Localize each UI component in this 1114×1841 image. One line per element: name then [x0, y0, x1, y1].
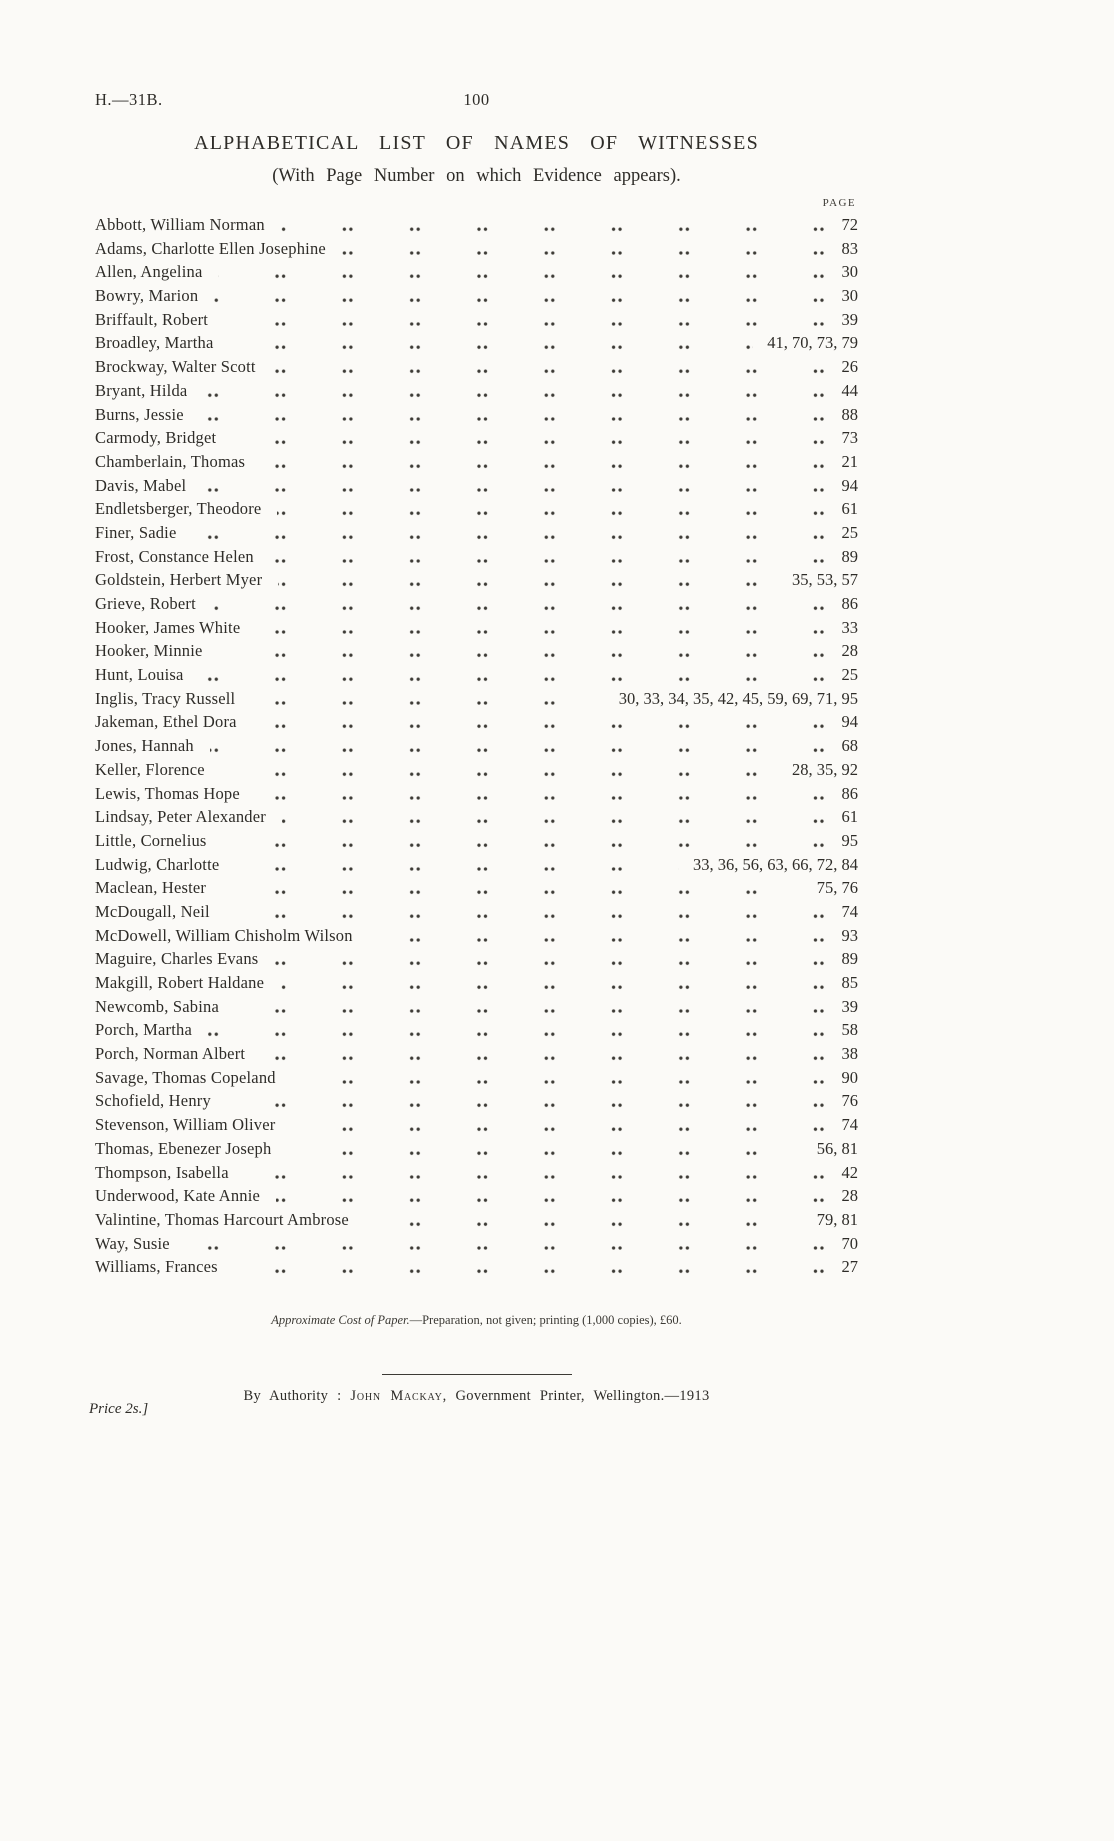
- table-row: [95, 853, 858, 877]
- cost-note: [95, 1313, 858, 1328]
- witness-name: Williams, Frances: [95, 1255, 234, 1279]
- witness-pages: 30, 33, 34, 35, 42, 45, 59, 69, 71, 95: [605, 687, 858, 711]
- table-row: [95, 971, 858, 995]
- witness-pages: 28: [828, 1184, 859, 1208]
- authority-suffix: , Government Printer, Wellington.—1913: [442, 1388, 710, 1404]
- witness-name: Goldstein, Herbert Myer: [95, 568, 278, 592]
- witness-pages: 30: [828, 284, 859, 308]
- witness-name: Underwood, Kate Annie: [95, 1184, 276, 1208]
- table-row: [95, 782, 858, 806]
- witness-pages: 44: [828, 379, 859, 403]
- witness-pages: 21: [828, 450, 859, 474]
- table-row: [95, 734, 858, 758]
- witness-pages: 74: [828, 900, 859, 924]
- witness-pages: 95: [828, 829, 859, 853]
- table-row: [95, 1089, 858, 1113]
- table-row: [95, 1255, 858, 1279]
- witness-name: McDougall, Neil: [95, 900, 226, 924]
- authority-prefix: By Authority :: [243, 1388, 351, 1404]
- witness-pages: 56, 81: [803, 1137, 858, 1161]
- table-row: [95, 545, 858, 569]
- witness-name: Endletsberger, Theodore: [95, 497, 277, 521]
- witness-pages: 79, 81: [803, 1208, 858, 1232]
- table-row: [95, 924, 858, 948]
- witness-name: Briffault, Robert: [95, 308, 224, 332]
- witness-pages: 28: [828, 639, 859, 663]
- table-row: [95, 900, 858, 924]
- table-row: [95, 355, 858, 379]
- footer-divider: [382, 1374, 572, 1375]
- witness-name: Little, Cornelius: [95, 829, 223, 853]
- table-row: [95, 426, 858, 450]
- table-row: [95, 568, 858, 592]
- witness-pages: 35, 53, 57: [778, 568, 858, 592]
- table-row: [95, 308, 858, 332]
- table-row: [95, 403, 858, 427]
- table-row: [95, 995, 858, 1019]
- content-area: [89, 0, 858, 1841]
- table-row: [95, 260, 858, 284]
- witness-name: Valintine, Thomas Harcourt Ambrose: [95, 1208, 365, 1232]
- witness-name: Carmody, Bridget: [95, 426, 232, 450]
- witness-pages: 86: [828, 782, 859, 806]
- witness-pages: 74: [828, 1113, 859, 1137]
- table-row: [95, 616, 858, 640]
- witness-pages: 58: [828, 1018, 859, 1042]
- witness-pages: 94: [828, 710, 859, 734]
- witness-pages: 94: [828, 474, 859, 498]
- witness-name: Makgill, Robert Haldane: [95, 971, 280, 995]
- witness-pages: 26: [828, 355, 859, 379]
- witness-pages: 75, 76: [803, 876, 858, 900]
- table-row: [95, 1161, 858, 1185]
- witness-pages: 27: [828, 1255, 859, 1279]
- witness-pages: 72: [828, 213, 859, 237]
- witness-name: Jones, Hannah: [95, 734, 210, 758]
- witness-name: Bryant, Hilda: [95, 379, 203, 403]
- witness-pages: 89: [828, 947, 859, 971]
- witness-pages: 89: [828, 545, 859, 569]
- table-row: [95, 758, 858, 782]
- witness-name: Stevenson, William Oliver: [95, 1113, 291, 1137]
- witness-pages: 39: [828, 995, 859, 1019]
- witness-pages: 33, 36, 56, 63, 66, 72, 84: [679, 853, 858, 877]
- witness-name: Newcomb, Sabina: [95, 995, 235, 1019]
- table-row: [95, 663, 858, 687]
- witness-pages: 25: [828, 521, 859, 545]
- price-label: Price 2s.]: [89, 1401, 149, 1417]
- table-row: [95, 331, 858, 355]
- page-header: [95, 90, 858, 114]
- cost-note-italic: Approximate Cost of Paper.: [271, 1313, 410, 1327]
- page-column-label: PAGE: [822, 197, 856, 209]
- witness-pages: 38: [828, 1042, 859, 1066]
- table-row: [95, 474, 858, 498]
- witness-name: Thomas, Ebenezer Joseph: [95, 1137, 287, 1161]
- table-row: [95, 1113, 858, 1137]
- table-row: [95, 1208, 858, 1232]
- table-row: [95, 1137, 858, 1161]
- table-row: [95, 592, 858, 616]
- witness-name: Chamberlain, Thomas: [95, 450, 261, 474]
- witness-name: Savage, Thomas Copeland: [95, 1066, 292, 1090]
- witness-pages: 73: [828, 426, 859, 450]
- witness-name: Broadley, Martha: [95, 331, 230, 355]
- witness-name: Davis, Mabel: [95, 474, 202, 498]
- witness-name: Porch, Martha: [95, 1018, 208, 1042]
- witness-name: Schofield, Henry: [95, 1089, 227, 1113]
- witness-name: Hunt, Louisa: [95, 663, 200, 687]
- witness-pages: 28, 35, 92: [778, 758, 858, 782]
- witness-pages: 90: [828, 1066, 859, 1090]
- witness-pages: 68: [828, 734, 859, 758]
- witness-name: Burns, Jessie: [95, 403, 200, 427]
- table-row: [95, 379, 858, 403]
- witness-name: McDowell, William Chisholm Wilson: [95, 924, 369, 948]
- witness-name: Grieve, Robert: [95, 592, 212, 616]
- witness-list: [95, 213, 858, 1279]
- witness-name: Inglis, Tracy Russell: [95, 687, 251, 711]
- report-number: H.—31B.: [95, 90, 163, 109]
- witness-pages: 86: [828, 592, 859, 616]
- table-row: [95, 639, 858, 663]
- witness-name: Bowry, Marion: [95, 284, 214, 308]
- witness-name: Finer, Sadie: [95, 521, 192, 545]
- witness-pages: 61: [828, 805, 859, 829]
- witness-name: Maguire, Charles Evans: [95, 947, 274, 971]
- table-row: [95, 687, 858, 711]
- table-row: [95, 284, 858, 308]
- page-subtitle: (With Page Number on which Evidence appears).: [272, 166, 681, 186]
- witness-name: Abbott, William Norman: [95, 213, 281, 237]
- witness-pages: 76: [828, 1089, 859, 1113]
- authority-printer-name: John Mackay: [350, 1388, 443, 1404]
- table-row: [95, 1066, 858, 1090]
- witness-pages: 85: [828, 971, 859, 995]
- witness-name: Brockway, Walter Scott: [95, 355, 272, 379]
- table-row: [95, 710, 858, 734]
- table-row: [95, 213, 858, 237]
- witness-name: Hooker, Minnie: [95, 639, 219, 663]
- witness-name: Porch, Norman Albert: [95, 1042, 261, 1066]
- witness-pages: 33: [828, 616, 859, 640]
- witness-pages: 88: [828, 403, 859, 427]
- witness-pages: 41, 70, 73, 79: [753, 331, 858, 355]
- witness-pages: 93: [828, 924, 859, 948]
- witness-name: Thompson, Isabella: [95, 1161, 245, 1185]
- folio-number: 100: [463, 90, 490, 109]
- witness-name: Allen, Angelina: [95, 260, 218, 284]
- witness-name: Adams, Charlotte Ellen Josephine: [95, 237, 342, 261]
- table-row: [95, 450, 858, 474]
- witness-pages: 25: [828, 663, 859, 687]
- table-row: [95, 805, 858, 829]
- table-row: [95, 1184, 858, 1208]
- table-row: [95, 1018, 858, 1042]
- witness-name: Frost, Constance Helen: [95, 545, 270, 569]
- witness-pages: 61: [828, 497, 859, 521]
- table-row: [95, 521, 858, 545]
- witness-pages: 83: [828, 237, 859, 261]
- witness-pages: 42: [828, 1161, 859, 1185]
- witness-name: Way, Susie: [95, 1232, 186, 1256]
- witness-name: Lewis, Thomas Hope: [95, 782, 256, 806]
- authority-line: [95, 1388, 858, 1405]
- table-row: [95, 829, 858, 853]
- witness-name: Lindsay, Peter Alexander: [95, 805, 282, 829]
- table-row: [95, 237, 858, 261]
- table-row: [95, 876, 858, 900]
- table-row: [95, 497, 858, 521]
- witness-name: Ludwig, Charlotte: [95, 853, 235, 877]
- witness-name: Maclean, Hester: [95, 876, 222, 900]
- witness-name: Jakeman, Ethel Dora: [95, 710, 253, 734]
- witness-name: Hooker, James White: [95, 616, 256, 640]
- witness-pages: 39: [828, 308, 859, 332]
- table-row: [95, 947, 858, 971]
- witness-pages: 30: [828, 260, 859, 284]
- witness-pages: 70: [828, 1232, 859, 1256]
- table-row: [95, 1042, 858, 1066]
- witness-name: Keller, Florence: [95, 758, 221, 782]
- table-row: [95, 1232, 858, 1256]
- cost-note-rest: —Preparation, not given; printing (1,000 copies), £60.: [409, 1313, 682, 1327]
- page-title: ALPHABETICAL LIST OF NAMES OF WITNESSES: [194, 132, 759, 154]
